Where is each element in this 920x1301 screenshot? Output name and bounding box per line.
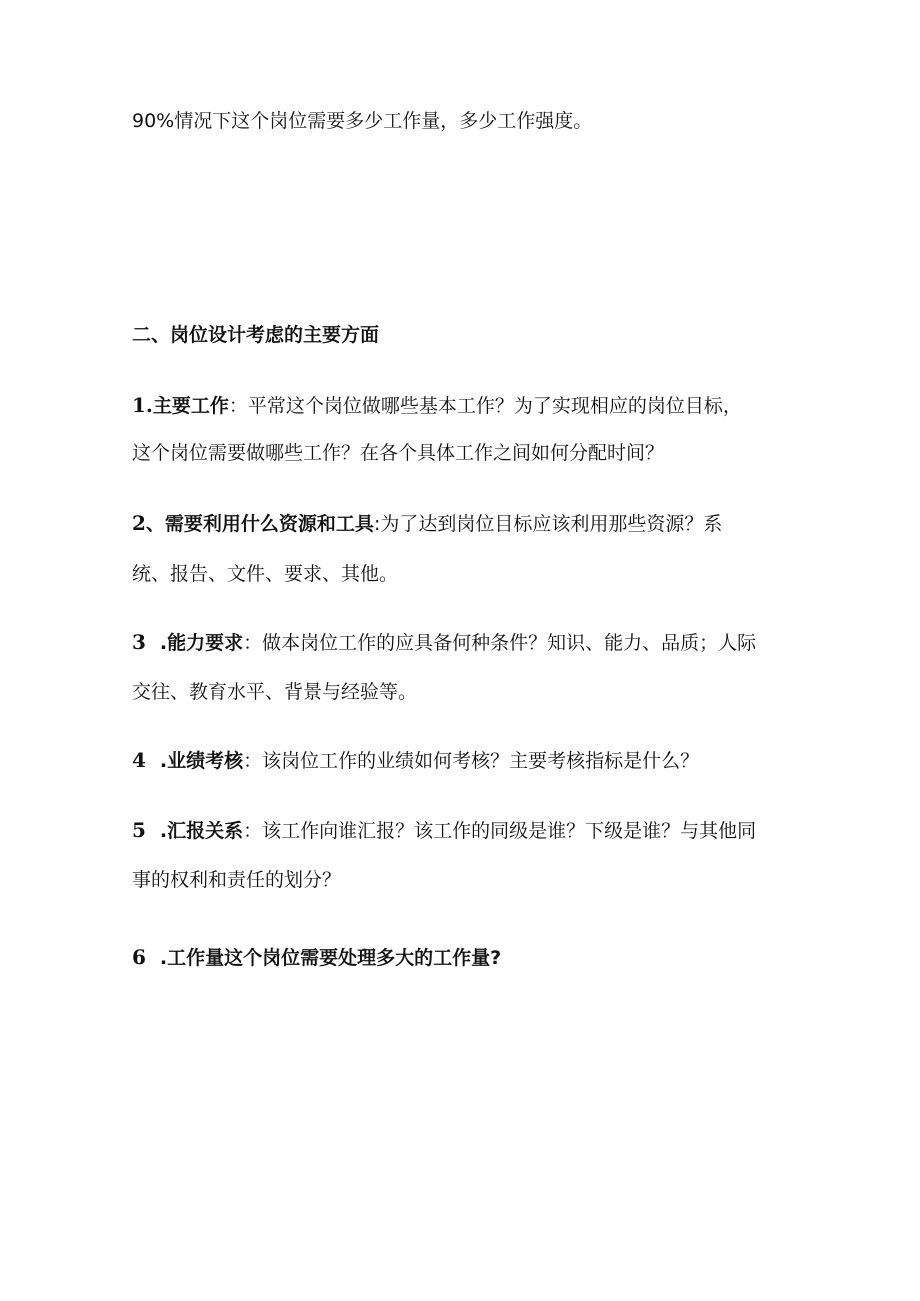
- item-2-text: :为了达到岗位目标应该利用那些资源？系: [373, 513, 723, 535]
- item-6-label: .工作量这个岗位需要处理多大的工作量?: [159, 947, 502, 969]
- item-2-label: 、需要利用什么资源和工具: [145, 513, 374, 535]
- item-1-label: 主要工作: [152, 395, 229, 417]
- item-2-line-2: 统、报告、文件、要求、其他。: [132, 563, 399, 585]
- intro-paragraph: 90%情况下这个岗位需要多少工作量，多少工作强度。: [132, 110, 593, 132]
- item-1-line-1: [132, 392, 742, 419]
- item-3-number: 3: [132, 630, 146, 654]
- item-3-line-1: [132, 629, 756, 656]
- item-3-line-2: 交往、教育水平、背景与经验等。: [132, 681, 418, 703]
- item-2-number: 2: [132, 511, 146, 535]
- item-4-number: 4: [132, 748, 146, 772]
- item-5-line-1: [132, 817, 756, 844]
- item-4-label: .业绩考核: [159, 750, 244, 772]
- item-5-number: 5: [132, 818, 146, 842]
- item-6-line-1: [132, 944, 501, 971]
- item-3-text: ：做本岗位工作的应具备何种条件？知识、能力、品质；人际: [243, 632, 757, 654]
- item-5-label: .汇报关系: [159, 820, 244, 842]
- section-title: 二、岗位设计考虑的主要方面: [132, 324, 380, 346]
- item-4-text: ：该岗位工作的业绩如何考核？主要考核指标是什么？: [243, 750, 700, 772]
- item-3-label: .能力要求: [159, 632, 244, 654]
- item-2-line-1: [132, 510, 722, 537]
- item-5-text: ：该工作向谁汇报？该工作的同级是谁？下级是谁？与其他同: [243, 820, 757, 842]
- item-5-line-2: 事的权利和责任的划分？: [132, 869, 342, 891]
- item-1-number: 1.: [132, 393, 153, 417]
- item-6-number: 6: [132, 945, 146, 969]
- item-4-line-1: [132, 747, 699, 774]
- item-1-line-2: 这个岗位需要做哪些工作？在各个具体工作之间如何分配时间？: [132, 442, 665, 464]
- item-1-text: ：平常这个岗位做哪些基本工作？为了实现相应的岗位目标，: [228, 395, 742, 417]
